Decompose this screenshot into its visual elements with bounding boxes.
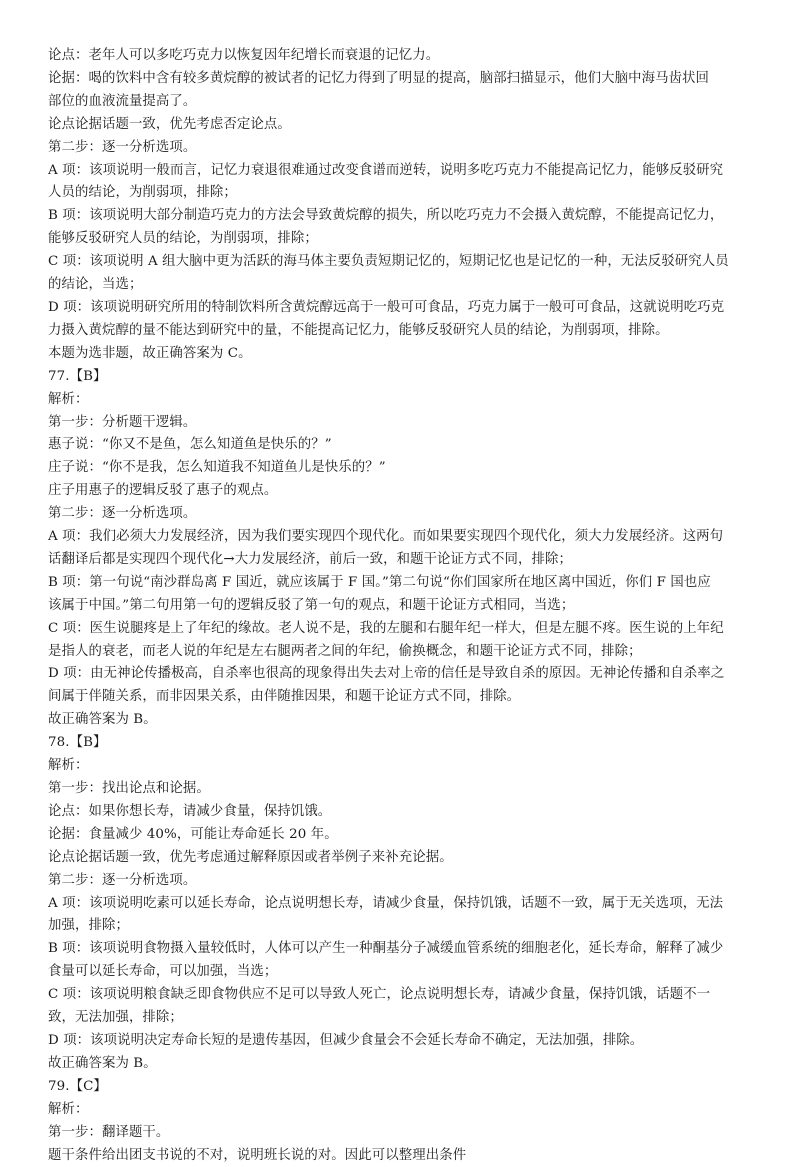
text-line: 部位的血液流量提高了。 xyxy=(48,91,760,114)
document-page xyxy=(48,45,760,1167)
text-line: 论据：喝的饮料中含有较多黄烷醇的被试者的记忆力得到了明显的提高，脑部扫描显示，他们大脑中海马齿状回 xyxy=(48,68,760,91)
question-number: 79.【C】 xyxy=(48,1076,760,1099)
text-line: 第二步：逐一分析选项。 xyxy=(48,503,760,526)
text-line: 致，无法加强，排除； xyxy=(48,1007,760,1030)
text-line: C 项：医生说腿疼是上了年纪的缘故。老人说不是，我的左腿和右腿年纪一样大，但是左腿不疼。医生说的上年纪 xyxy=(48,618,760,641)
text-line: 论据：食量减少 40%，可能让寿命延长 20 年。 xyxy=(48,824,760,847)
text-line: 解析： xyxy=(48,1099,760,1122)
text-line: 惠子说：“你又不是鱼，怎么知道鱼是快乐的？” xyxy=(48,434,760,457)
text-line: C 项：该项说明 A 组大脑中更为活跃的海马体主要负责短期记忆的，短期记忆也是记忆的一种，无法反驳研究人员 xyxy=(48,251,760,274)
text-line: 第一步：找出论点和论据。 xyxy=(48,778,760,801)
text-line: A 项：该项说明吃素可以延长寿命，论点说明想长寿，请减少食量，保持饥饿，话题不一致，属于无关选项，无法 xyxy=(48,893,760,916)
text-line: D 项：由无神论传播极高，自杀率也很高的现象得出失去对上帝的信任是导致自杀的原因。无神论传播和自杀率之 xyxy=(48,663,760,686)
text-line: D 项：该项说明决定寿命长短的是遗传基因，但减少食量会不会延长寿命不确定，无法加强，排除。 xyxy=(48,1030,760,1053)
text-line: 力摄入黄烷醇的量不能达到研究中的量，不能提高记忆力，能够反驳研究人员的结论，为削弱项，排除。 xyxy=(48,320,760,343)
text-line: C 项：该项说明粮食缺乏即食物供应不足可以导致人死亡，论点说明想长寿，请减少食量，保持饥饿，话题不一 xyxy=(48,984,760,1007)
question-number: 77.【B】 xyxy=(48,366,760,389)
text-line: 是指人的衰老，而老人说的年纪是左右腿两者之间的年纪，偷换概念，和题干论证方式不同，排除； xyxy=(48,641,760,664)
text-line: 加强，排除； xyxy=(48,915,760,938)
text-line: 庄子用惠子的逻辑反驳了惠子的观点。 xyxy=(48,480,760,503)
text-line: 食量可以延长寿命，可以加强，当选； xyxy=(48,961,760,984)
text-line: D 项：该项说明研究所用的特制饮料所含黄烷醇远高于一般可可食品，巧克力属于一般可可食品，这就说明吃巧克 xyxy=(48,297,760,320)
answer-line: 故正确答案为 B。 xyxy=(48,709,760,732)
text-line: A 项：该项说明一般而言，记忆力衰退很难通过改变食谱而逆转，说明多吃巧克力不能提高记忆力，能够反驳研究 xyxy=(48,160,760,183)
answer-line: 故正确答案为 B。 xyxy=(48,1053,760,1076)
question-number: 78.【B】 xyxy=(48,732,760,755)
text-line: 第一步：分析题干逻辑。 xyxy=(48,412,760,435)
text-line: B 项：该项说明食物摄入量较低时，人体可以产生一种酮基分子减缓血管系统的细胞老化，延长寿命，解释了减少 xyxy=(48,938,760,961)
text-line: B 项：该项说明大部分制造巧克力的方法会导致黄烷醇的损失，所以吃巧克力不会摄入黄烷醇，不能提高记忆力， xyxy=(48,205,760,228)
text-line: 该属于中国。”第二句用第一句的逻辑反驳了第一句的观点，和题干论证方式相同，当选； xyxy=(48,595,760,618)
text-line: 能够反驳研究人员的结论，为削弱项，排除； xyxy=(48,228,760,251)
text-line: 的结论，当选； xyxy=(48,274,760,297)
text-line: A 项：我们必须大力发展经济，因为我们要实现四个现代化。而如果要实现四个现代化，须大力发展经济。这两句 xyxy=(48,526,760,549)
text-line: 话翻译后都是实现四个现代化→大力发展经济，前后一致，和题干论证方式不同，排除； xyxy=(48,549,760,572)
answer-line: 本题为选非题，故正确答案为 C。 xyxy=(48,343,760,366)
text-line: 题干条件给出团支书说的不对，说明班长说的对。因此可以整理出条件 xyxy=(48,1145,760,1167)
text-line: 论点论据话题一致，优先考虑否定论点。 xyxy=(48,114,760,137)
text-line: 庄子说：“你不是我，怎么知道我不知道鱼儿是快乐的？” xyxy=(48,457,760,480)
text-line: 解析： xyxy=(48,755,760,778)
text-line: 间属于伴随关系，而非因果关系，由伴随推因果，和题干论证方式不同，排除。 xyxy=(48,686,760,709)
text-line: 第二步：逐一分析选项。 xyxy=(48,870,760,893)
text-line: 第二步：逐一分析选项。 xyxy=(48,137,760,160)
text-line: 解析： xyxy=(48,389,760,412)
text-line: 人员的结论，为削弱项，排除； xyxy=(48,182,760,205)
text-line: 论点论据话题一致，优先考虑通过解释原因或者举例子来补充论据。 xyxy=(48,847,760,870)
text-line: 论点：老年人可以多吃巧克力以恢复因年纪增长而衰退的记忆力。 xyxy=(48,45,760,68)
text-line: 第一步：翻译题干。 xyxy=(48,1122,760,1145)
text-line: B 项：第一句说“南沙群岛离 F 国近，就应该属于 F 国。”第二句说“你们国家所在地区离中国近，你们 F 国也应 xyxy=(48,572,760,595)
text-line: 论点：如果你想长寿，请减少食量，保持饥饿。 xyxy=(48,801,760,824)
